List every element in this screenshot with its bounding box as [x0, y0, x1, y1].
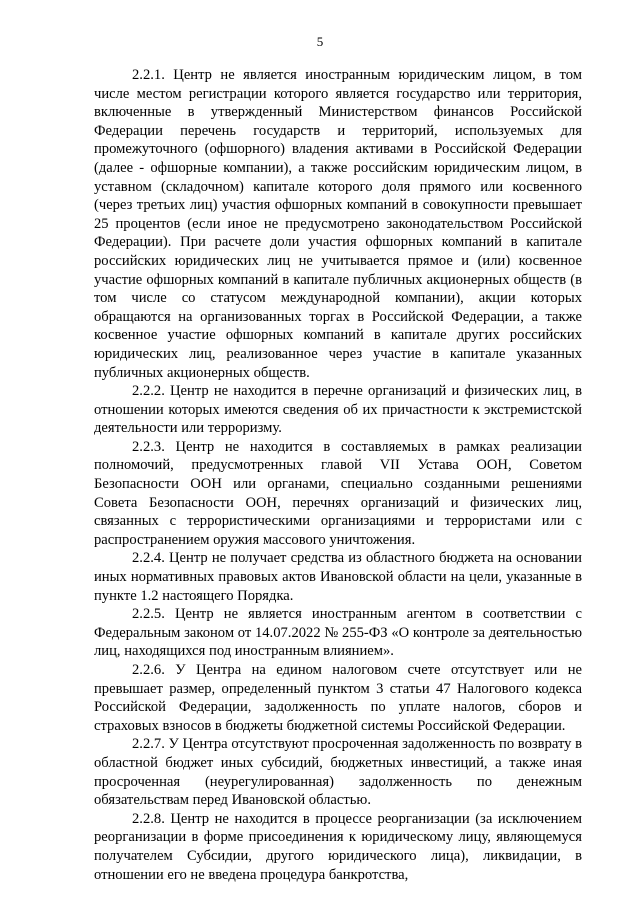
paragraph-2-2-2: 2.2.2. Центр не находится в перечне организаций и физических лиц, в отношении которых имеются сведения об их причастности к экстремистской деятельности или терроризму.	[94, 383, 582, 437]
paragraph-2-2-8: 2.2.8. Центр не находится в процессе реорганизации (за исключением реорганизации в форме присоединения к юридическому лицу, являющемуся получателем Субсидии, другого юридического лица), ликвидации, в отношении его не введена процедура банкротства,	[94, 810, 582, 883]
paragraph-2-2-5: 2.2.5. Центр не является иностранным агентом в соответствии с Федеральным законом от 14.07.2022 № 255-ФЗ «О контроле за деятельностью лиц, находящихся под иностранным влиянием».	[94, 606, 582, 660]
paragraph-2-2-3: 2.2.3. Центр не находится в составляемых в рамках реализации полномочий, предусмотренных главой VII Устава ООН, Советом Безопасности ООН или органами, специально созданными решениями Совета Безопасности ООН, перечнях организаций и физических лиц, связанных с террористическими организациями и террористами или с распространением оружия массового уничтожения.	[94, 438, 582, 548]
page-number: 5	[316, 34, 324, 49]
paragraph-2-2-6: 2.2.6. У Центра на едином налоговом счете отсутствует или не превышает размер, определенный пунктом 3 статьи 47 Налогового кодекса Российской Федерации, задолженность по уплате налогов, сборов и страховых взносов в бюджеты бюджетной системы Российской Федерации.	[94, 662, 582, 734]
paragraph-2-2-4: 2.2.4. Центр не получает средства из областного бюджета на основании иных нормативных правовых актов Ивановской области на цели, указанные в пункте 1.2 настоящего Порядка.	[94, 550, 582, 604]
paragraph-2-2-7: 2.2.7. У Центра отсутствуют просроченная задолженность по возврату в областной бюджет иных субсидий, бюджетных инвестиций, а также иная просроченная (неурегулированная) задолженность по денежным обязательствам перед Ивановской областью.	[94, 736, 582, 809]
document-body	[94, 66, 582, 884]
paragraph-2-2-1: 2.2.1. Центр не является иностранным юридическим лицом, в том числе местом регистрации которого является государство или территория, включенные в утвержденный Министерством финансов Российской Федерации перечень государств и территорий, используемых для промежуточного (офшорного) владения активами в Российской Федерации (далее - офшорные компании), а также российским юридическим лицом, в уставном (складочном) капитале которого доля прямого или косвенного (через третьих лиц) участия офшорных компаний в совокупности превышает 25 процентов (если иное не предусмотрено законодательством Российской Федерации). При расчете доли участия офшорных компаний в капитале российских юридических лиц не учитывается прямое и (или) косвенное участие офшорных компаний в капитале публичных акционерных обществ (в том числе со статусом международной компании), акции которых обращаются на организованных торгах в Российской Федерации, а также косвенное участие офшорных компаний в капитале других российских юридических лиц, реализованное через участие в капитале указанных публичных акционерных обществ.	[94, 67, 582, 381]
